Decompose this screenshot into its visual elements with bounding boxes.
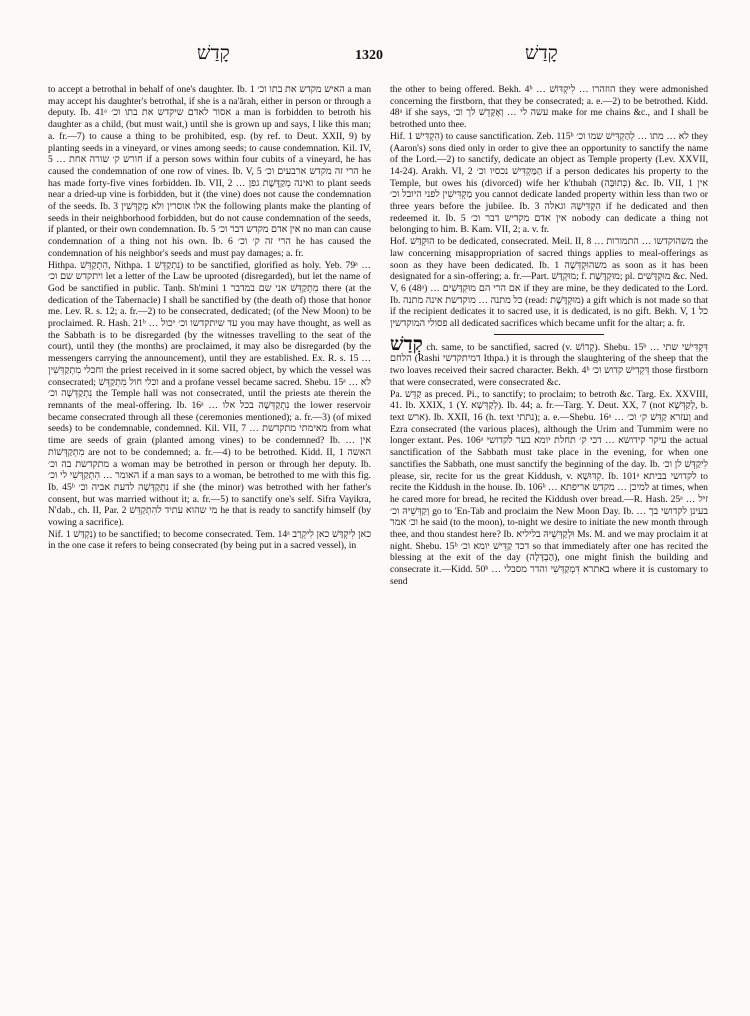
entry-headword: קְדַשׁ — [390, 332, 423, 355]
paragraph: to accept a betrothal in behalf of one's daughter. Ib. 1 האיש מקדש את בתו וכ׳ a man may accept his daughter's betrothal, if she is a na'ărah, either in person or through a deputy. Ib. 41ᵃ אסור לאדם שיקדש את בתו וכ׳ a man is forbidden to betroth his daughter as a child, (but must wait,) until she is grown up and says, I like this man; a. fr.—7) to cause a thing to be prohibited, esp. (by ref. to Deut. XXII, 9) by planting seeds in a vineyard, or vines among seeds; to cause condemnation. Kil. IV, 5 … חורש ק׳ שורה אחת if a person sows within four cubits of a vineyard, he has caused the condemnation of one row of vines. Ib. V, 5 הרי זה מקדש ארבעים וכ׳ he has made forty-five vines forbidden. Ib. VII, 2 … ואינה מְקַדֶּשֶׁת גפן to plant seeds near a dried-up vine is forbidden, but it (the vine) does not cause the condemnation of the seeds. Ib. 3 אלו אוסרין ולא מְקַדְּשִׁין the following plants make the planting of seeds in their neighborhood forbidden, but do not cause condemnation of the seeds, if planted, or their own condemnation. Ib. 5 אין אדם מקדש דבר וכ׳ no man can cause condemnation of a thing not his own. Ib. 6 הרי זה ק׳ וכ׳ he has caused the condemnation of his neighbor's seeds and must pay damages; a. fr. — [48, 84, 372, 259]
paragraph: the other to being offered. Bekh. 4ᵇ … הוזהרו … לִיקְדּוֹשׁ they were admonished concerning the firstborn, that they be consecrated; a. e.—2) to be betrothed. Kidd. 48ᵃ if she says, עשה לי … וְאֶקָּדֵשׁ לך וכ׳ make for me chains &c., and I shall be betrothed unto thee. — [390, 84, 708, 131]
paragraph: Hif. הִקְדִּישׁ 1) to cause sanctification. Zeb. 115ᵇ לא … מתו … לְהַקְדִּישׁ שמו וכ׳ they (Aaron's) sons died only in order to give thee an opportunity to sanctify the name of the Lord.—2) to sanctify, dedicate an object as Temple property (Lev. XXVII, 14-24). Arakh. VI, 2 הַמַּקְדִּישׁ נכסיו וכ׳ if a person dedicates his property to the Temple, but owes his (divorced) wife her k'thubah (כְּתוּבָּה) &c. Ib. VII, 1 אין מַקְדִּישִׁין לפני היובל וכ׳ you cannot dedicate landed property within less than two or three years before the jubilee. Ib. 3 הִקְדִּישָׁהּ וגאלה if he dedicated and then redeemed it. Ib. 5 אין אדם מקדיש דבר וכ׳ nobody can dedicate a thing not belonging to him. B. Kam. VII, 2; a. v. fr. — [390, 130, 708, 236]
paragraph: Hof. הוּקְדַּשׁ to be dedicated, consecrated. Meil. II, 8 … משהוקדשו … התמורות the law concerning misappropriation of sacred things applies to meal-offerings as soon as they have been dedicated. Ib. 1 משהוּקְדְּשָׁה as soon as it has been designated for a sin-offering; a. fr.—Part. מוּקְדָּשׁ; f. מוּקְדֶּשֶׁת; pl. מוּקְדָּשִׁים &c. Ned. V, 6 (48ᵃ) … אם הרי הם מוּקְדָּשִׁים if they are mine, be they dedicated to the Lord. Ib. כל מתנה … מוקדשת אינה מתנה (read: מוּקְדֶּשֶׁת) a gift which is not made so that if the recipient dedicates it to sacred use, it is dedicated, is no gift. Bekh. V, 1 כל פסולי המוקדשין all dedicated sacrifices which became unfit for the altar; a. fr. — [390, 236, 708, 330]
entry-separator — [494, 334, 604, 335]
page-number: 1320 — [355, 48, 383, 63]
page-header — [0, 0, 750, 70]
paragraph: Pa. קַדֵּשׁ as preced. Pi., to sanctify; to proclaim; to betroth &c. Targ. Ex. XXVIII, 41. Ib. XXIX, 1 (Y. לְקַדְּשָׁא). Ib. 44; a. fr.—Targ. Y. Deut. XX, 7 (not לְקַדְּשָׁא, b. text ארש). Ib. XXII, 16 (h. text נתתי); a. e.—Shebu. 16ᵃ … וְעזרא קַדֵּשׁ ק׳ וכ׳ and Ezra consecrated (the various places), although the Urim and Tummim were no longer extant. Pes. 106ᵃ עיקר קידושא … דכי ק׳ תחלת יומא בער לקדושי the actual sanctification of the Sabbath must take place in the evening, for when one sanctifies the Sabbath, one must sanctify the beginning of the day. Ib. לִיקַדְּשׁ לן וכ׳ please, sir, recite for us the great Kiddush, v. קִדּוּשָׁא. Ib. 101ᵃ לקדושי בביתא to recite the Kiddush in the house. Ib. 106ᵇ … למיכן … מקדש אריפתא at times, when he cared more for bread, he recited the Kiddush over bread.—R. Hash. 25ᵃ זיל … וְקַדְּשֵׁיהּ וכ׳ go to 'En-Tab and proclaim the New Moon Day. Ib. … בעינן לקדושי בך וכ׳ אמר he said (to the moon), to-night we desire to initiate the new month through thee, and thou standest here? Ib. וּלְקַדְּשֵׁיהּ בליליא Ms. M. and we may proclaim it at night. Shebu. 15ᵇ דכד קַדֵּישׁ יומא וכ׳ so that immediately after one has recited the blessing at the exit of the day (הַבְדָּלָה), one might finish the building and consecrate it.—Kidd. 50ᵇ … באתרא דִּמְקַדְּשִׁי והדר מסבלי where it is customary to send — [390, 388, 709, 587]
left-column — [48, 84, 371, 552]
paragraph: Nif. נִקְדַּשׁ 1) to be sanctified; to become consecrated. Tem. 14ᵃ כאן לִיקְדַּשׁ כאן לִיקְרַב in the one case it refers to being consecrated (by being put in a sacred vessel), in — [48, 528, 372, 552]
entry-text: ch. same, to be sanctified, sacred (v. קְדוֹשׁ). Shebu. 15ᵇ … דִּקְדִּישׁי שתי הלחם (Rashi דמיתקדשי Ithpa.) it is through the slaughtering of the sheep that the two loaves received their sacred character. Bekh. 4ᵇ דְּקְדִישׁ קדוש וכ׳ those firstborn that were consecrated, were consecrated &c. — [390, 341, 708, 388]
headword-right: קָדַשׁ — [525, 42, 558, 64]
right-column — [390, 84, 708, 588]
paragraph — [390, 332, 708, 389]
headword-left: קָדַשׁ — [197, 42, 230, 64]
paragraph: Hithpa. הִתְקַדֵּשׁ, Nithpa. נִתְקַדֵּשׁ 1) to be sanctified, glorified as holy. Yeb. 79ᵃ … ויתקדש שם וכ׳ let a letter of the Law be uprooted (disregarded), but let the name of God be sanctified in public. Tanḥ. Sh'mini 1 מִתְקַדֵּשׁ אני שם במדבר there (at the dedication of the Tabernacle) I shall be sanctified by (the death of) those that honor me. Lev. R. s. 12; a. fr.—2) to be consecrated, dedicated; (of the New Moon) to be proclaimed. R. Hash. 21ᵇ … עד שיתקדשו וכ׳ יכול you may have thought, as well as the Sabbath is to be disregarded (by the witnesses travelling to the seat of the court), until they (the months) are proclaimed, it may also be disregarded (by the messengers carrying the announcement), until they are established. Ex. R. s. 15 … וחכלי מִתְקַדְּשִׁין the priest received in it some sacred object, by which the vessel was consecrated; וכלי חול מִתְקַדֵּשׁ and a profane vessel became sacred. Shebu. 15ᵃ … לא נִתְקַדְּשָׁה וכ׳ the Temple hall was not consecrated, until the priests ate therein the remnants of the meal-offering. Ib. 16ᵃ … נִתְקַדְּשָׁה בכל אלו the lower reservoir became consecrated through all these (ceremonies mentioned); a. fr.—3) (of mixed seeds) to be condemnable, condemned. Kil. VII, 7 … מאימתי מתקדשת from what time are seeds of grain (planted among vines) to be condemned? Ib. … אין מִתְקַדְּשׁוֹת are not to be condemned; a. fr.—4) to be betrothed. Kidd. II, 1 האשה מתקדשת בה וכ׳ a woman may be betrothed in person or through her deputy. Ib. האומר … הִתְקַדְּשִׁי לי וכ׳ if a man says to a woman, be betrothed to me with this fig. Ib. 45ᵇ נִתְקַדְּשָׁה לדעת אביה וכ׳ if she (the minor) was betrothed with her father's consent, but was married without it; a. fr.—5) to sanctify one's self. Sifra Vayikra, N'dab., ch. II, Par. 2 מי שהוא עתיד להִתְקַדֵּשׁ he that is ready to sanctify himself (by vowing a sacrifice). — [48, 259, 372, 529]
